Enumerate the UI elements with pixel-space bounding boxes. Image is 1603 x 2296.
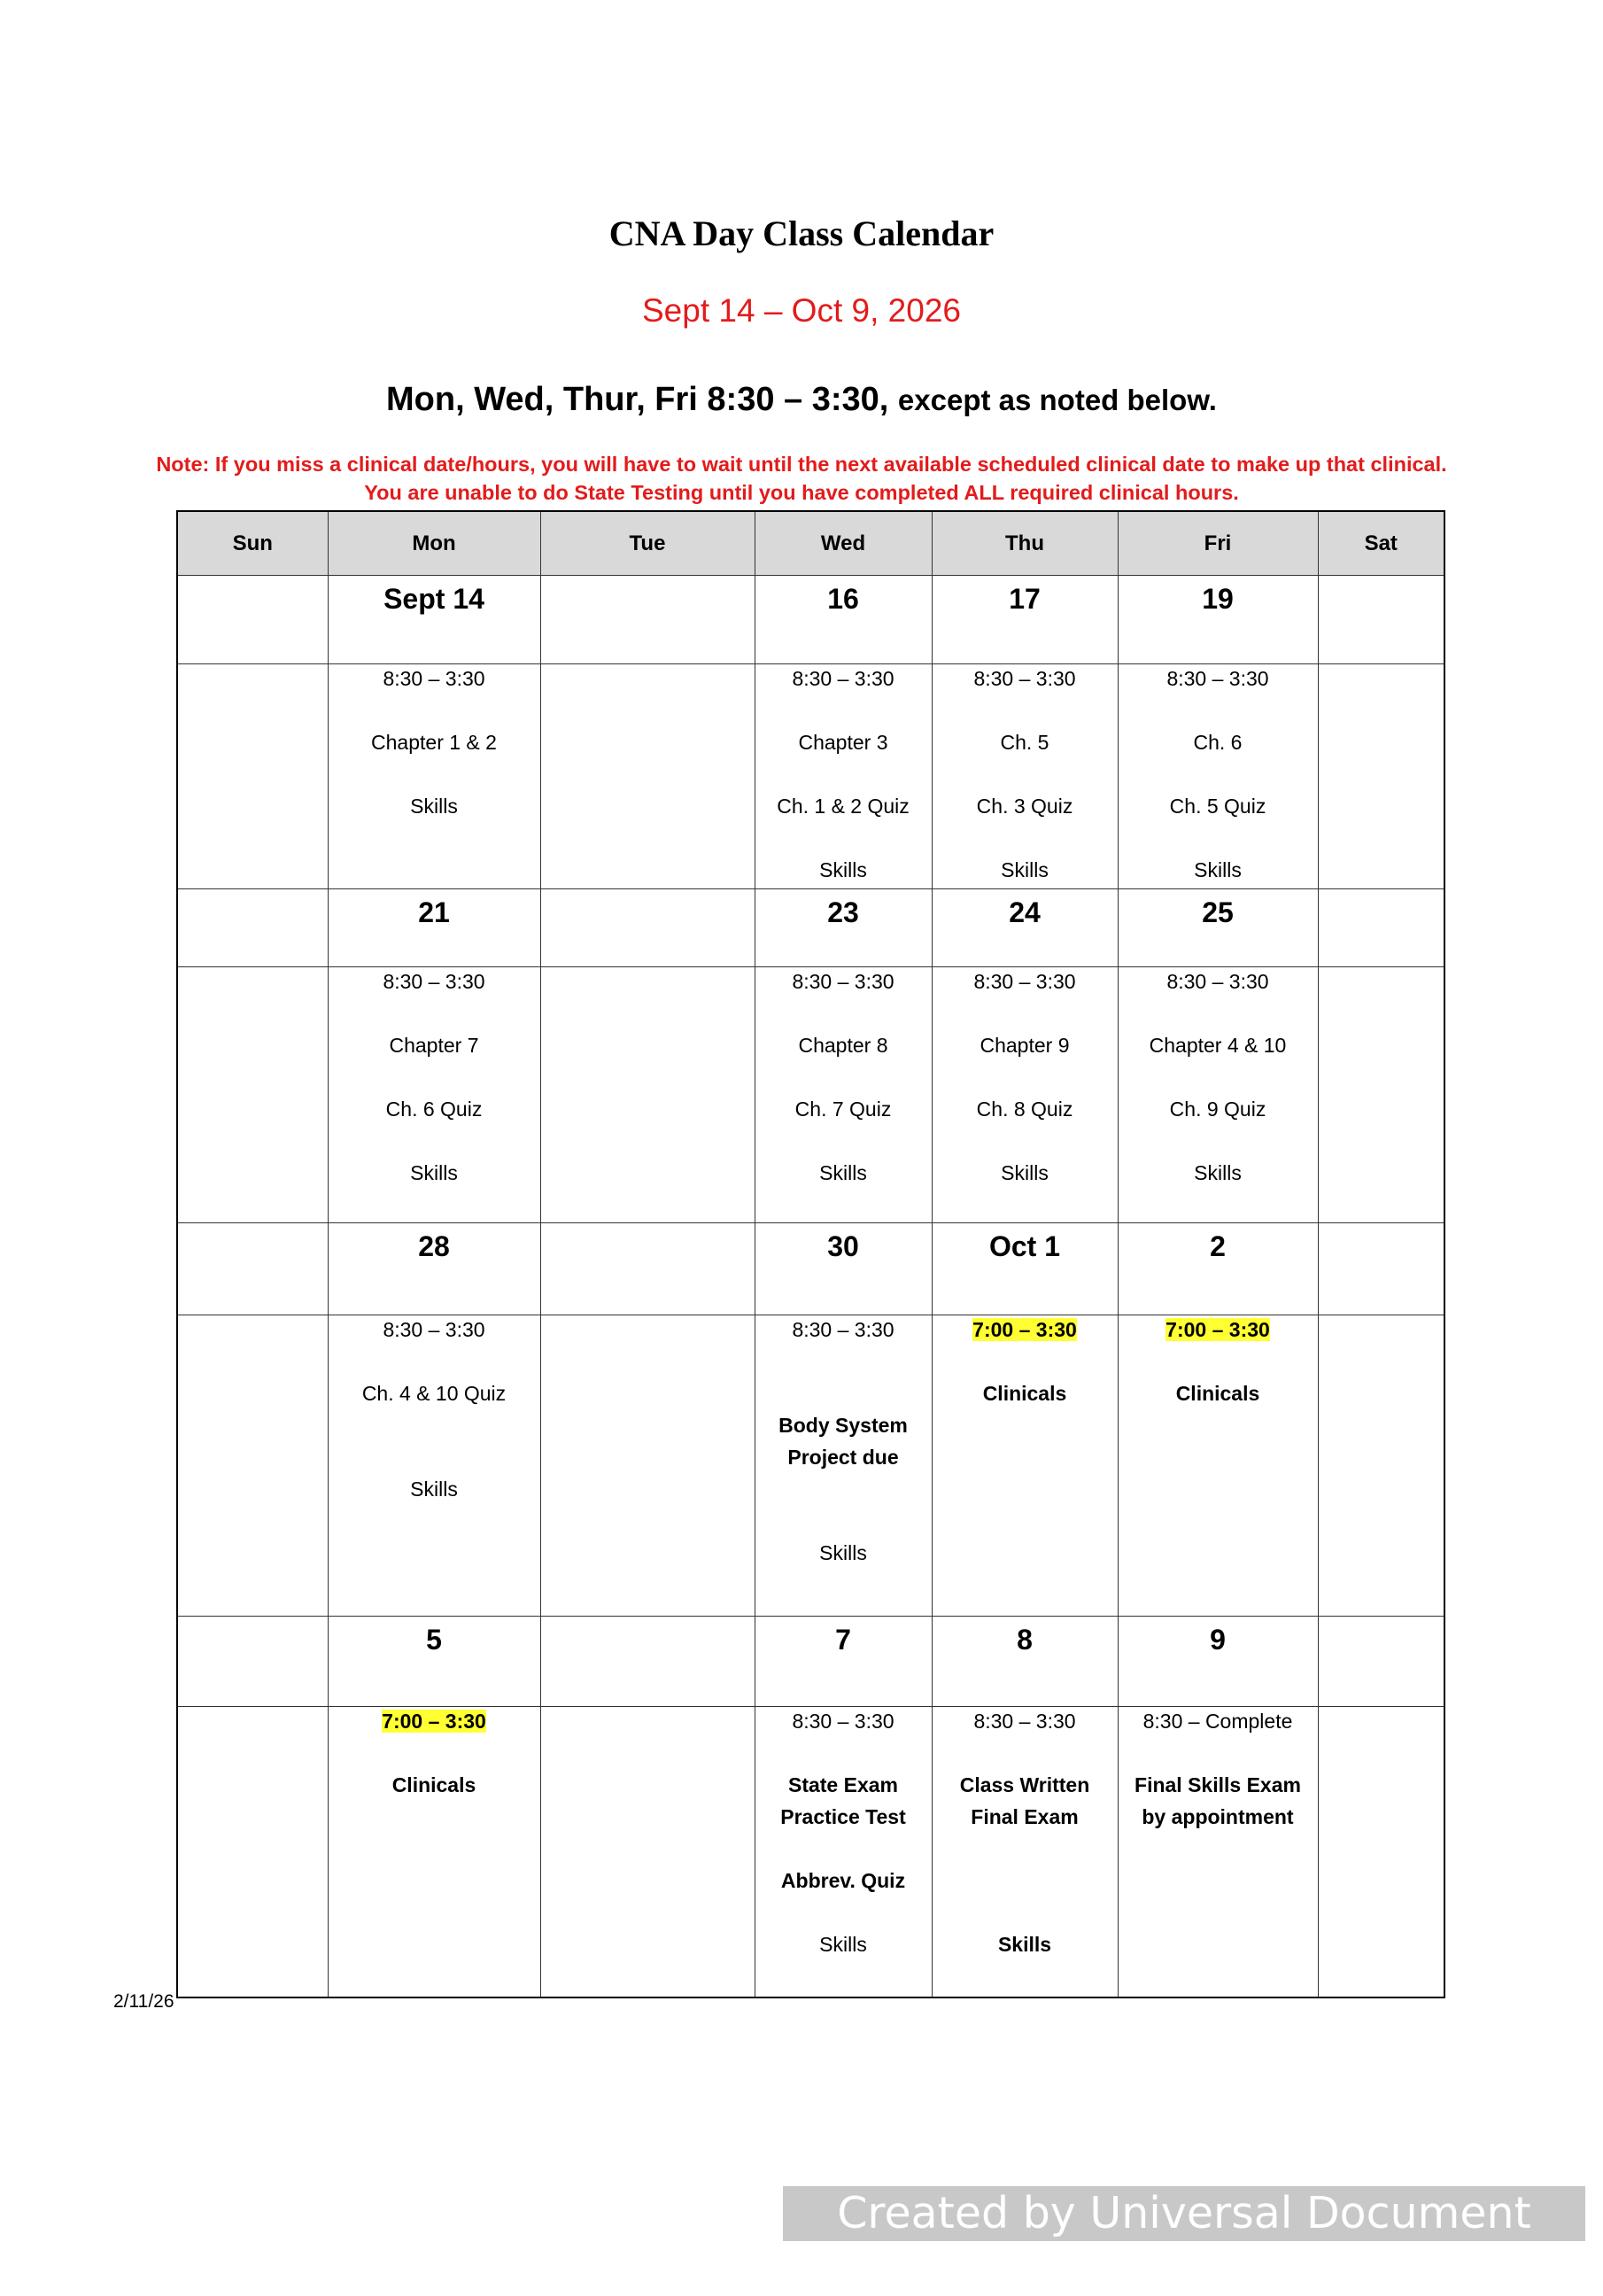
empty-cell	[540, 664, 755, 889]
class-hours: 8:30 – 3:30	[1166, 667, 1269, 690]
lesson: Ch. 5	[1000, 731, 1049, 754]
lesson: Chapter 9	[980, 1034, 1070, 1057]
empty-cell	[1318, 967, 1444, 1223]
quiz: Ch. 4 & 10 Quiz	[361, 1382, 507, 1405]
day-detail-cell	[932, 1707, 1118, 1997]
day-detail-cell	[755, 967, 932, 1223]
quiz: Ch. 1 & 2 Quiz	[777, 795, 910, 818]
skills-label: Skills	[1001, 858, 1049, 881]
date-cell: 2	[1118, 1223, 1318, 1315]
clinical-hours	[329, 1707, 540, 1771]
week-1-date-row	[177, 576, 1444, 664]
clinicals-label: Clinicals	[1175, 1382, 1260, 1405]
class-hours: 8:30 – 3:30	[383, 667, 485, 690]
skills-label: Skills	[1194, 1161, 1242, 1184]
exam-line-2: by appointment	[1142, 1805, 1294, 1828]
skills-label: Skills	[1001, 1161, 1049, 1184]
lesson: Chapter 3	[798, 731, 888, 754]
date-cell: 5	[328, 1617, 540, 1707]
schedule-days-hours: Mon, Wed, Thur, Fri 8:30 – 3:30,	[386, 381, 889, 418]
revision-date: 2/11/26	[113, 1991, 174, 2012]
skills-label: Skills	[1194, 858, 1242, 881]
day-detail-cell	[1118, 1707, 1318, 1997]
day-detail-cell	[328, 1315, 540, 1617]
date-cell	[177, 889, 328, 967]
date-cell: 19	[1118, 576, 1318, 664]
clinical-hours-highlight: 7:00 – 3:30	[1165, 1318, 1270, 1341]
skills-label: Skills	[819, 858, 867, 881]
header-sun: Sun	[177, 511, 328, 576]
empty-cell	[540, 1707, 755, 1997]
date-cell	[540, 889, 755, 967]
day-detail-cell	[328, 967, 540, 1223]
empty-cell	[177, 1315, 328, 1617]
class-hours: 8:30 – 3:30	[383, 970, 485, 993]
day-detail-cell	[755, 664, 932, 889]
lesson: Chapter 4 & 10	[1149, 1034, 1287, 1057]
class-calendar-table	[176, 510, 1445, 1998]
date-cell	[1318, 889, 1444, 967]
day-detail-cell	[755, 1315, 932, 1617]
lesson: Ch. 6	[1193, 731, 1243, 754]
schedule-line	[0, 381, 1603, 419]
class-hours: 8:30 – 3:30	[792, 667, 894, 690]
clinical-hours-highlight: 7:00 – 3:30	[972, 1318, 1077, 1341]
class-hours: 8:30 – Complete	[1142, 1710, 1293, 1733]
date-cell	[1318, 576, 1444, 664]
header-thu: Thu	[932, 511, 1118, 576]
date-cell: 28	[328, 1223, 540, 1315]
exam-line-2: Practice Test	[780, 1805, 906, 1828]
date-cell	[540, 1617, 755, 1707]
day-detail-cell	[1118, 1315, 1318, 1617]
quiz: Ch. 3 Quiz	[976, 795, 1073, 818]
week-4-detail-row	[177, 1707, 1444, 1997]
empty-cell	[1318, 664, 1444, 889]
clinical-hours	[1119, 1315, 1318, 1379]
header-wed: Wed	[755, 511, 932, 576]
header-tue: Tue	[540, 511, 755, 576]
date-cell: 30	[755, 1223, 932, 1315]
clinical-note-line-2: You are unable to do State Testing until you have completed ALL required clinical hours.	[364, 481, 1239, 504]
date-cell: 17	[932, 576, 1118, 664]
class-hours: 8:30 – 3:30	[1166, 970, 1269, 993]
skills-label: Skills	[819, 1541, 867, 1564]
skills-label: Skills	[819, 1933, 867, 1956]
class-hours: 8:30 – 3:30	[973, 667, 1076, 690]
schedule-exception: except as noted below.	[897, 384, 1217, 416]
empty-cell	[1318, 1707, 1444, 1997]
date-cell: 7	[755, 1617, 932, 1707]
project-line-1: Body System	[778, 1414, 908, 1437]
class-hours: 8:30 – 3:30	[792, 1318, 894, 1341]
date-cell: Oct 1	[932, 1223, 1118, 1315]
lesson: Chapter 1 & 2	[371, 731, 497, 754]
skills-label: Skills	[410, 795, 458, 818]
quiz: Ch. 7 Quiz	[794, 1098, 892, 1121]
date-cell: 9	[1118, 1617, 1318, 1707]
empty-cell	[177, 1707, 328, 1997]
clinical-note-line-1: Note: If you miss a clinical date/hours, you will have to wait until the next available scheduled clinical date to make up that clinical.	[156, 453, 1447, 476]
date-cell: 21	[328, 889, 540, 967]
day-detail-cell	[755, 1707, 932, 1997]
date-cell: 23	[755, 889, 932, 967]
day-detail-cell	[1118, 664, 1318, 889]
date-range-subtitle: Sept 14 – Oct 9, 2026	[642, 292, 961, 329]
exam-line-1: Final Skills Exam	[1134, 1773, 1301, 1796]
clinical-hours-highlight: 7:00 – 3:30	[382, 1710, 486, 1733]
week-3-detail-row	[177, 1315, 1444, 1617]
skills-label: Skills	[410, 1478, 458, 1501]
date-cell	[1318, 1223, 1444, 1315]
quiz: Ch. 8 Quiz	[976, 1098, 1073, 1121]
empty-cell	[1318, 1315, 1444, 1617]
date-cell	[177, 1223, 328, 1315]
header-fri: Fri	[1118, 511, 1318, 576]
day-detail-cell	[1118, 967, 1318, 1223]
lesson: Chapter 7	[389, 1034, 479, 1057]
exam-line-1: Class Written	[959, 1773, 1090, 1796]
header-sat: Sat	[1318, 511, 1444, 576]
date-cell	[540, 1223, 755, 1315]
date-cell: 25	[1118, 889, 1318, 967]
day-detail-cell	[328, 664, 540, 889]
empty-cell	[177, 664, 328, 889]
empty-cell	[177, 967, 328, 1223]
exam-line-2: Final Exam	[971, 1805, 1079, 1828]
clinicals-label: Clinicals	[391, 1773, 476, 1796]
empty-cell	[540, 967, 755, 1223]
day-detail-cell	[932, 967, 1118, 1223]
date-cell: 16	[755, 576, 932, 664]
lesson: Chapter 8	[798, 1034, 888, 1057]
quiz: Abbrev. Quiz	[780, 1869, 906, 1892]
quiz: Ch. 6 Quiz	[385, 1098, 483, 1121]
date-cell	[177, 1617, 328, 1707]
class-hours: 8:30 – 3:30	[792, 1710, 894, 1733]
day-detail-cell	[328, 1707, 540, 1997]
class-hours: 8:30 – 3:30	[973, 1710, 1076, 1733]
clinical-hours	[933, 1315, 1118, 1379]
class-hours: 8:30 – 3:30	[383, 1318, 485, 1341]
skills-label: Skills	[997, 1933, 1052, 1956]
week-4-date-row	[177, 1617, 1444, 1707]
header-mon: Mon	[328, 511, 540, 576]
class-hours: 8:30 – 3:30	[792, 970, 894, 993]
converter-watermark: Created by Universal Document Converter	[783, 2186, 1585, 2241]
skills-label: Skills	[410, 1161, 458, 1184]
clinicals-label: Clinicals	[982, 1382, 1067, 1405]
empty-cell	[540, 1315, 755, 1617]
class-hours: 8:30 – 3:30	[973, 970, 1076, 993]
day-detail-cell	[932, 664, 1118, 889]
project-line-2: Project due	[787, 1446, 899, 1469]
date-cell: Sept 14	[328, 576, 540, 664]
quiz: Ch. 5 Quiz	[1169, 795, 1266, 818]
day-detail-cell	[932, 1315, 1118, 1617]
exam-line-1: State Exam	[787, 1773, 898, 1796]
quiz: Ch. 9 Quiz	[1169, 1098, 1266, 1121]
date-cell	[540, 576, 755, 664]
date-cell: 24	[932, 889, 1118, 967]
date-cell	[1318, 1617, 1444, 1707]
week-2-detail-row	[177, 967, 1444, 1223]
date-cell: 8	[932, 1617, 1118, 1707]
week-1-detail-row	[177, 664, 1444, 889]
skills-label: Skills	[819, 1161, 867, 1184]
week-3-date-row	[177, 1223, 1444, 1315]
date-cell	[177, 576, 328, 664]
week-2-date-row	[177, 889, 1444, 967]
weekday-header-row	[177, 511, 1444, 576]
page-title: CNA Day Class Calendar	[608, 213, 995, 253]
